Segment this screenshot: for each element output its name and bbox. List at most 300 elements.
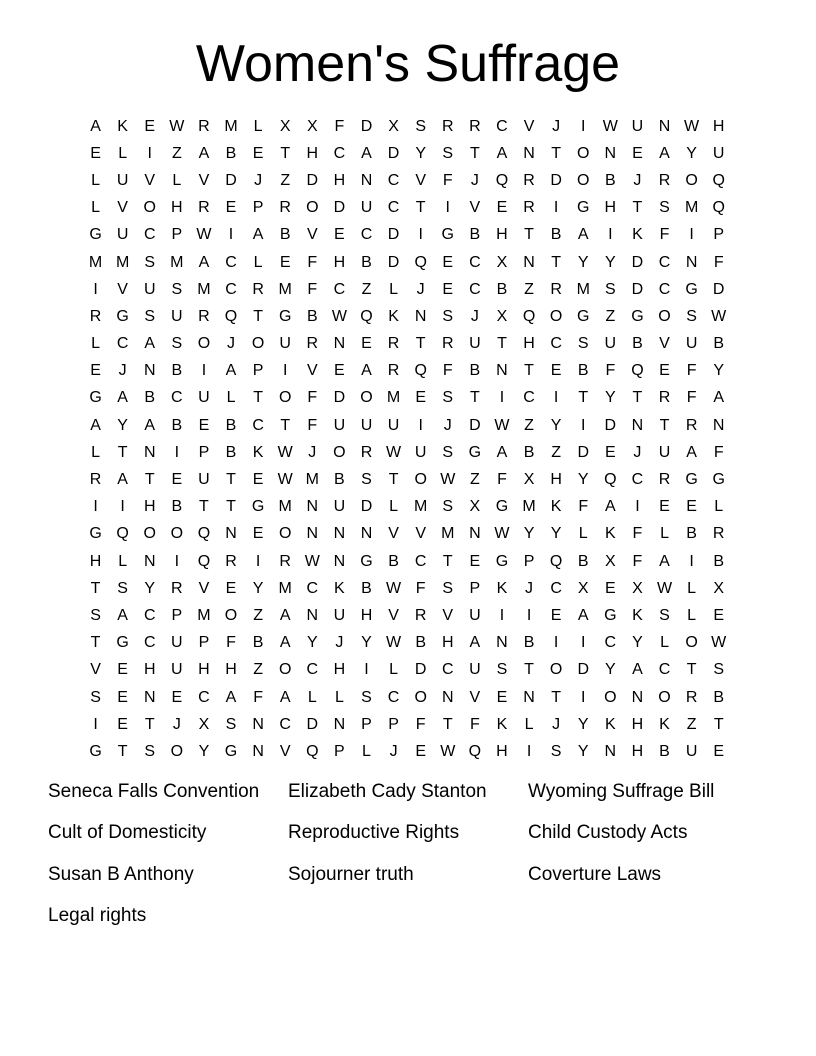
grid-letter[interactable]: T: [632, 199, 643, 217]
grid-letter[interactable]: H: [631, 715, 644, 733]
grid-letter[interactable]: J: [633, 171, 642, 189]
grid-letter[interactable]: I: [553, 199, 559, 217]
grid-letter[interactable]: P: [388, 715, 399, 733]
grid-letter[interactable]: R: [198, 117, 210, 135]
grid-letter[interactable]: O: [360, 389, 373, 407]
grid-letter[interactable]: J: [470, 307, 479, 325]
grid-letter[interactable]: O: [549, 307, 563, 325]
grid-letter[interactable]: E: [117, 661, 128, 679]
grid-letter[interactable]: P: [198, 634, 210, 652]
grid-letter[interactable]: Y: [577, 715, 589, 733]
grid-letter[interactable]: U: [469, 606, 481, 624]
grid-letter[interactable]: A: [686, 443, 697, 461]
grid-letter[interactable]: G: [89, 389, 102, 407]
grid-letter[interactable]: B: [225, 416, 237, 434]
grid-letter[interactable]: A: [90, 117, 101, 135]
grid-letter[interactable]: X: [279, 117, 291, 135]
grid-letter[interactable]: J: [443, 416, 452, 434]
grid-letter[interactable]: G: [89, 226, 102, 244]
grid-letter[interactable]: S: [361, 688, 372, 706]
grid-letter[interactable]: L: [334, 688, 344, 706]
grid-letter[interactable]: A: [225, 688, 237, 706]
grid-letter[interactable]: A: [713, 389, 725, 407]
grid-letter[interactable]: O: [170, 525, 184, 543]
grid-letter[interactable]: V: [117, 199, 128, 217]
grid-letter[interactable]: B: [279, 226, 291, 244]
grid-letter[interactable]: A: [225, 362, 237, 380]
grid-letter[interactable]: U: [685, 742, 698, 760]
grid-letter[interactable]: N: [306, 606, 319, 624]
grid-letter[interactable]: H: [333, 171, 346, 189]
grid-letter[interactable]: B: [604, 171, 616, 189]
grid-letter[interactable]: O: [658, 307, 671, 325]
grid-letter[interactable]: J: [335, 634, 344, 652]
grid-letter[interactable]: G: [116, 634, 129, 652]
grid-letter[interactable]: Z: [253, 661, 263, 679]
grid-letter[interactable]: N: [333, 525, 346, 543]
grid-letter[interactable]: C: [171, 389, 183, 407]
grid-letter[interactable]: B: [171, 498, 183, 516]
grid-letter[interactable]: U: [171, 634, 183, 652]
grid-letter[interactable]: L: [307, 688, 317, 706]
grid-letter[interactable]: C: [279, 715, 291, 733]
grid-letter[interactable]: R: [387, 335, 400, 353]
grid-letter[interactable]: A: [496, 443, 508, 461]
grid-letter[interactable]: G: [89, 742, 102, 760]
grid-letter[interactable]: T: [280, 416, 291, 434]
grid-letter[interactable]: S: [442, 579, 454, 597]
grid-letter[interactable]: L: [118, 552, 128, 570]
grid-letter[interactable]: Z: [469, 471, 480, 489]
grid-letter[interactable]: X: [496, 253, 508, 271]
grid-letter[interactable]: B: [171, 362, 183, 380]
grid-letter[interactable]: I: [689, 226, 694, 244]
grid-letter[interactable]: N: [414, 307, 427, 325]
grid-letter[interactable]: P: [361, 715, 372, 733]
grid-letter[interactable]: L: [660, 634, 669, 652]
grid-letter[interactable]: R: [712, 525, 725, 543]
grid-letter[interactable]: Q: [360, 307, 373, 325]
grid-letter[interactable]: C: [116, 335, 129, 353]
grid-letter[interactable]: I: [581, 416, 586, 434]
grid-letter[interactable]: E: [713, 742, 725, 760]
grid-letter[interactable]: E: [198, 416, 210, 434]
grid-letter[interactable]: K: [117, 117, 128, 135]
grid-letter[interactable]: B: [361, 253, 372, 271]
grid-letter[interactable]: E: [442, 253, 454, 271]
grid-letter[interactable]: B: [171, 416, 183, 434]
grid-letter[interactable]: J: [525, 579, 534, 597]
grid-letter[interactable]: L: [118, 144, 128, 162]
grid-letter[interactable]: V: [306, 226, 318, 244]
grid-letter[interactable]: U: [360, 416, 373, 434]
grid-letter[interactable]: Y: [198, 742, 210, 760]
grid-letter[interactable]: G: [224, 742, 238, 760]
grid-letter[interactable]: G: [278, 307, 292, 325]
grid-letter[interactable]: E: [144, 117, 156, 135]
grid-letter[interactable]: Z: [171, 144, 182, 162]
grid-letter[interactable]: N: [604, 144, 617, 162]
grid-letter[interactable]: A: [632, 661, 643, 679]
grid-letter[interactable]: W: [331, 307, 347, 325]
grid-letter[interactable]: W: [684, 117, 700, 135]
grid-letter[interactable]: Z: [361, 280, 372, 298]
grid-letter[interactable]: Z: [686, 715, 697, 733]
grid-letter[interactable]: T: [442, 552, 453, 570]
grid-letter[interactable]: Q: [631, 362, 644, 380]
grid-letter[interactable]: G: [251, 498, 265, 516]
grid-letter[interactable]: S: [442, 307, 454, 325]
grid-letter[interactable]: N: [143, 443, 156, 461]
grid-letter[interactable]: A: [361, 362, 372, 380]
grid-letter[interactable]: B: [334, 471, 345, 489]
grid-letter[interactable]: J: [552, 715, 561, 733]
grid-letter[interactable]: A: [361, 144, 372, 162]
grid-letter[interactable]: G: [441, 226, 454, 244]
grid-letter[interactable]: X: [496, 307, 508, 325]
grid-letter[interactable]: Q: [604, 471, 617, 489]
grid-letter[interactable]: E: [632, 144, 643, 162]
grid-letter[interactable]: L: [226, 389, 236, 407]
grid-letter[interactable]: J: [633, 443, 642, 461]
grid-letter[interactable]: A: [496, 144, 508, 162]
grid-letter[interactable]: U: [604, 335, 617, 353]
grid-letter[interactable]: X: [306, 117, 318, 135]
grid-letter[interactable]: U: [198, 471, 210, 489]
grid-letter[interactable]: O: [685, 634, 698, 652]
grid-letter[interactable]: R: [89, 471, 102, 489]
grid-letter[interactable]: N: [685, 253, 698, 271]
grid-letter[interactable]: C: [658, 661, 671, 679]
grid-letter[interactable]: Y: [550, 525, 562, 543]
grid-letter[interactable]: U: [116, 171, 129, 189]
grid-letter[interactable]: E: [415, 742, 426, 760]
grid-letter[interactable]: Y: [550, 416, 562, 434]
grid-letter[interactable]: S: [496, 661, 508, 679]
grid-letter[interactable]: B: [225, 144, 237, 162]
grid-letter[interactable]: S: [442, 443, 454, 461]
grid-letter[interactable]: H: [604, 199, 617, 217]
grid-letter[interactable]: I: [201, 362, 207, 380]
grid-letter[interactable]: D: [604, 416, 617, 434]
grid-letter[interactable]: B: [523, 443, 535, 461]
grid-letter[interactable]: S: [442, 389, 454, 407]
grid-letter[interactable]: E: [279, 253, 291, 271]
grid-letter[interactable]: C: [143, 226, 156, 244]
grid-letter[interactable]: D: [469, 416, 481, 434]
grid-letter[interactable]: P: [252, 199, 264, 217]
grid-letter[interactable]: T: [415, 335, 426, 353]
grid-letter[interactable]: I: [93, 715, 98, 733]
grid-letter[interactable]: T: [388, 471, 399, 489]
grid-letter[interactable]: Y: [686, 144, 697, 162]
grid-letter[interactable]: M: [88, 253, 103, 271]
grid-letter[interactable]: O: [414, 688, 427, 706]
grid-letter[interactable]: V: [388, 606, 399, 624]
grid-letter[interactable]: V: [117, 280, 128, 298]
grid-letter[interactable]: R: [306, 335, 319, 353]
grid-letter[interactable]: F: [497, 471, 507, 489]
grid-letter[interactable]: M: [414, 498, 428, 516]
grid-letter[interactable]: U: [279, 335, 291, 353]
grid-letter[interactable]: Y: [577, 742, 589, 760]
grid-letter[interactable]: A: [198, 144, 210, 162]
grid-letter[interactable]: O: [251, 335, 265, 353]
grid-letter[interactable]: C: [143, 606, 156, 624]
grid-letter[interactable]: L: [91, 171, 100, 189]
grid-letter[interactable]: O: [143, 199, 156, 217]
grid-letter[interactable]: A: [469, 634, 481, 652]
grid-letter[interactable]: O: [278, 661, 292, 679]
grid-letter[interactable]: I: [526, 606, 532, 624]
grid-letter[interactable]: U: [360, 199, 373, 217]
grid-letter[interactable]: X: [604, 552, 616, 570]
grid-letter[interactable]: R: [441, 335, 454, 353]
grid-letter[interactable]: C: [523, 389, 535, 407]
grid-letter[interactable]: E: [252, 525, 264, 543]
grid-letter[interactable]: V: [279, 742, 291, 760]
grid-letter[interactable]: E: [713, 606, 725, 624]
grid-letter[interactable]: C: [658, 280, 671, 298]
grid-letter[interactable]: I: [608, 226, 613, 244]
grid-letter[interactable]: M: [170, 253, 184, 271]
grid-letter[interactable]: O: [414, 471, 427, 489]
grid-letter[interactable]: T: [144, 471, 155, 489]
grid-letter[interactable]: T: [713, 715, 724, 733]
grid-letter[interactable]: V: [198, 579, 210, 597]
grid-letter[interactable]: E: [225, 199, 237, 217]
grid-letter[interactable]: O: [278, 389, 292, 407]
grid-letter[interactable]: O: [224, 606, 238, 624]
grid-letter[interactable]: L: [687, 606, 697, 624]
grid-letter[interactable]: C: [306, 579, 319, 597]
grid-letter[interactable]: A: [279, 634, 291, 652]
grid-letter[interactable]: N: [225, 525, 237, 543]
grid-letter[interactable]: T: [659, 416, 670, 434]
grid-letter[interactable]: R: [225, 552, 237, 570]
grid-letter[interactable]: H: [333, 253, 346, 271]
grid-letter[interactable]: W: [386, 634, 402, 652]
grid-letter[interactable]: A: [279, 688, 291, 706]
grid-letter[interactable]: R: [279, 199, 291, 217]
grid-letter[interactable]: F: [334, 117, 345, 135]
grid-letter[interactable]: U: [414, 443, 427, 461]
grid-letter[interactable]: L: [389, 498, 399, 516]
grid-letter[interactable]: B: [252, 634, 264, 652]
grid-letter[interactable]: O: [197, 335, 211, 353]
grid-letter[interactable]: H: [89, 552, 102, 570]
grid-letter[interactable]: T: [253, 307, 263, 325]
grid-letter[interactable]: I: [147, 144, 152, 162]
grid-letter[interactable]: C: [604, 634, 617, 652]
grid-letter[interactable]: N: [306, 498, 319, 516]
grid-letter[interactable]: D: [306, 715, 319, 733]
grid-letter[interactable]: L: [687, 579, 697, 597]
grid-letter[interactable]: H: [360, 606, 373, 624]
grid-letter[interactable]: X: [469, 498, 481, 516]
grid-letter[interactable]: T: [524, 362, 534, 380]
grid-letter[interactable]: K: [632, 606, 643, 624]
grid-letter[interactable]: F: [659, 226, 670, 244]
grid-letter[interactable]: Y: [713, 362, 725, 380]
grid-letter[interactable]: W: [440, 742, 456, 760]
grid-letter[interactable]: C: [387, 171, 400, 189]
grid-letter[interactable]: T: [144, 715, 155, 733]
grid-letter[interactable]: O: [278, 525, 292, 543]
grid-letter[interactable]: P: [252, 362, 264, 380]
grid-letter[interactable]: D: [333, 389, 346, 407]
grid-letter[interactable]: U: [198, 389, 210, 407]
grid-letter[interactable]: N: [333, 715, 346, 733]
grid-letter[interactable]: W: [277, 443, 293, 461]
grid-letter[interactable]: R: [658, 389, 671, 407]
grid-letter[interactable]: Y: [632, 634, 643, 652]
grid-letter[interactable]: U: [143, 280, 156, 298]
grid-letter[interactable]: S: [415, 117, 426, 135]
grid-letter[interactable]: J: [416, 280, 425, 298]
grid-letter[interactable]: V: [388, 525, 399, 543]
grid-letter[interactable]: S: [90, 688, 101, 706]
grid-letter[interactable]: U: [658, 443, 671, 461]
grid-letter[interactable]: Z: [524, 416, 534, 434]
grid-letter[interactable]: B: [469, 362, 481, 380]
grid-letter[interactable]: Y: [604, 389, 616, 407]
grid-letter[interactable]: E: [90, 362, 101, 380]
grid-letter[interactable]: W: [386, 579, 402, 597]
grid-letter[interactable]: C: [414, 552, 427, 570]
grid-letter[interactable]: L: [91, 199, 100, 217]
grid-letter[interactable]: J: [552, 117, 561, 135]
grid-letter[interactable]: Q: [224, 307, 238, 325]
grid-letter[interactable]: Z: [551, 443, 562, 461]
grid-letter[interactable]: S: [144, 253, 156, 271]
grid-letter[interactable]: R: [685, 416, 698, 434]
grid-letter[interactable]: B: [306, 307, 318, 325]
grid-letter[interactable]: V: [442, 606, 454, 624]
grid-letter[interactable]: Q: [414, 362, 427, 380]
grid-letter[interactable]: X: [198, 715, 210, 733]
grid-letter[interactable]: V: [415, 525, 426, 543]
grid-letter[interactable]: Q: [306, 742, 319, 760]
grid-letter[interactable]: G: [116, 307, 129, 325]
grid-letter[interactable]: Q: [414, 253, 427, 271]
grid-letter[interactable]: A: [198, 253, 210, 271]
grid-letter[interactable]: N: [496, 362, 508, 380]
grid-letter[interactable]: B: [686, 525, 697, 543]
grid-letter[interactable]: N: [360, 525, 373, 543]
grid-letter[interactable]: P: [171, 226, 183, 244]
grid-letter[interactable]: F: [713, 253, 724, 271]
grid-letter[interactable]: W: [711, 634, 727, 652]
grid-letter[interactable]: N: [631, 688, 644, 706]
grid-letter[interactable]: S: [659, 606, 670, 624]
grid-letter[interactable]: S: [604, 280, 616, 298]
grid-letter[interactable]: S: [550, 742, 562, 760]
grid-letter[interactable]: T: [524, 226, 534, 244]
grid-letter[interactable]: T: [415, 199, 426, 217]
grid-letter[interactable]: N: [360, 171, 373, 189]
grid-letter[interactable]: N: [333, 552, 346, 570]
grid-letter[interactable]: N: [658, 117, 671, 135]
grid-letter[interactable]: C: [333, 280, 346, 298]
grid-letter[interactable]: V: [306, 362, 318, 380]
grid-letter[interactable]: W: [656, 579, 673, 597]
grid-letter[interactable]: D: [306, 171, 319, 189]
grid-letter[interactable]: Z: [280, 171, 291, 189]
grid-letter[interactable]: V: [659, 335, 670, 353]
grid-letter[interactable]: S: [144, 742, 156, 760]
grid-letter[interactable]: E: [225, 579, 237, 597]
grid-letter[interactable]: Y: [117, 416, 128, 434]
grid-letter[interactable]: T: [632, 389, 643, 407]
grid-letter[interactable]: H: [496, 226, 508, 244]
grid-letter[interactable]: G: [89, 525, 102, 543]
grid-letter[interactable]: U: [333, 416, 346, 434]
grid-letter[interactable]: I: [445, 199, 450, 217]
grid-letter[interactable]: S: [442, 498, 454, 516]
grid-letter[interactable]: C: [306, 661, 319, 679]
grid-letter[interactable]: C: [333, 144, 346, 162]
grid-letter[interactable]: K: [632, 226, 643, 244]
grid-letter[interactable]: H: [712, 117, 725, 135]
grid-letter[interactable]: C: [252, 416, 264, 434]
grid-letter[interactable]: C: [360, 226, 373, 244]
grid-letter[interactable]: U: [171, 661, 183, 679]
grid-letter[interactable]: N: [604, 742, 617, 760]
grid-letter[interactable]: N: [306, 525, 319, 543]
grid-letter[interactable]: I: [282, 362, 288, 380]
grid-letter[interactable]: N: [143, 552, 156, 570]
grid-letter[interactable]: I: [364, 661, 369, 679]
grid-letter[interactable]: O: [604, 688, 617, 706]
grid-letter[interactable]: O: [306, 199, 319, 217]
grid-letter[interactable]: T: [280, 144, 291, 162]
grid-letter[interactable]: R: [685, 688, 698, 706]
grid-letter[interactable]: K: [659, 715, 670, 733]
grid-letter[interactable]: R: [658, 471, 671, 489]
grid-letter[interactable]: L: [660, 525, 669, 543]
grid-letter[interactable]: K: [496, 715, 508, 733]
grid-letter[interactable]: E: [361, 335, 372, 353]
grid-letter[interactable]: C: [225, 280, 237, 298]
grid-letter[interactable]: G: [577, 307, 590, 325]
grid-letter[interactable]: E: [334, 362, 345, 380]
grid-letter[interactable]: Y: [577, 253, 589, 271]
grid-letter[interactable]: P: [469, 579, 481, 597]
grid-letter[interactable]: M: [684, 199, 699, 217]
grid-letter[interactable]: B: [550, 226, 562, 244]
grid-letter[interactable]: N: [523, 253, 535, 271]
grid-letter[interactable]: Y: [577, 471, 589, 489]
grid-letter[interactable]: D: [387, 144, 400, 162]
grid-letter[interactable]: L: [172, 171, 182, 189]
grid-letter[interactable]: T: [90, 579, 101, 597]
grid-letter[interactable]: X: [632, 579, 643, 597]
grid-letter[interactable]: L: [91, 335, 100, 353]
grid-letter[interactable]: K: [388, 307, 399, 325]
grid-letter[interactable]: N: [631, 416, 644, 434]
grid-letter[interactable]: X: [523, 471, 535, 489]
grid-letter[interactable]: I: [499, 389, 505, 407]
grid-letter[interactable]: I: [581, 688, 586, 706]
grid-letter[interactable]: I: [581, 117, 586, 135]
grid-letter[interactable]: T: [199, 498, 209, 516]
grid-letter[interactable]: F: [415, 715, 426, 733]
grid-letter[interactable]: H: [523, 335, 535, 353]
grid-letter[interactable]: I: [174, 552, 180, 570]
grid-letter[interactable]: C: [658, 253, 671, 271]
grid-letter[interactable]: G: [468, 443, 482, 461]
